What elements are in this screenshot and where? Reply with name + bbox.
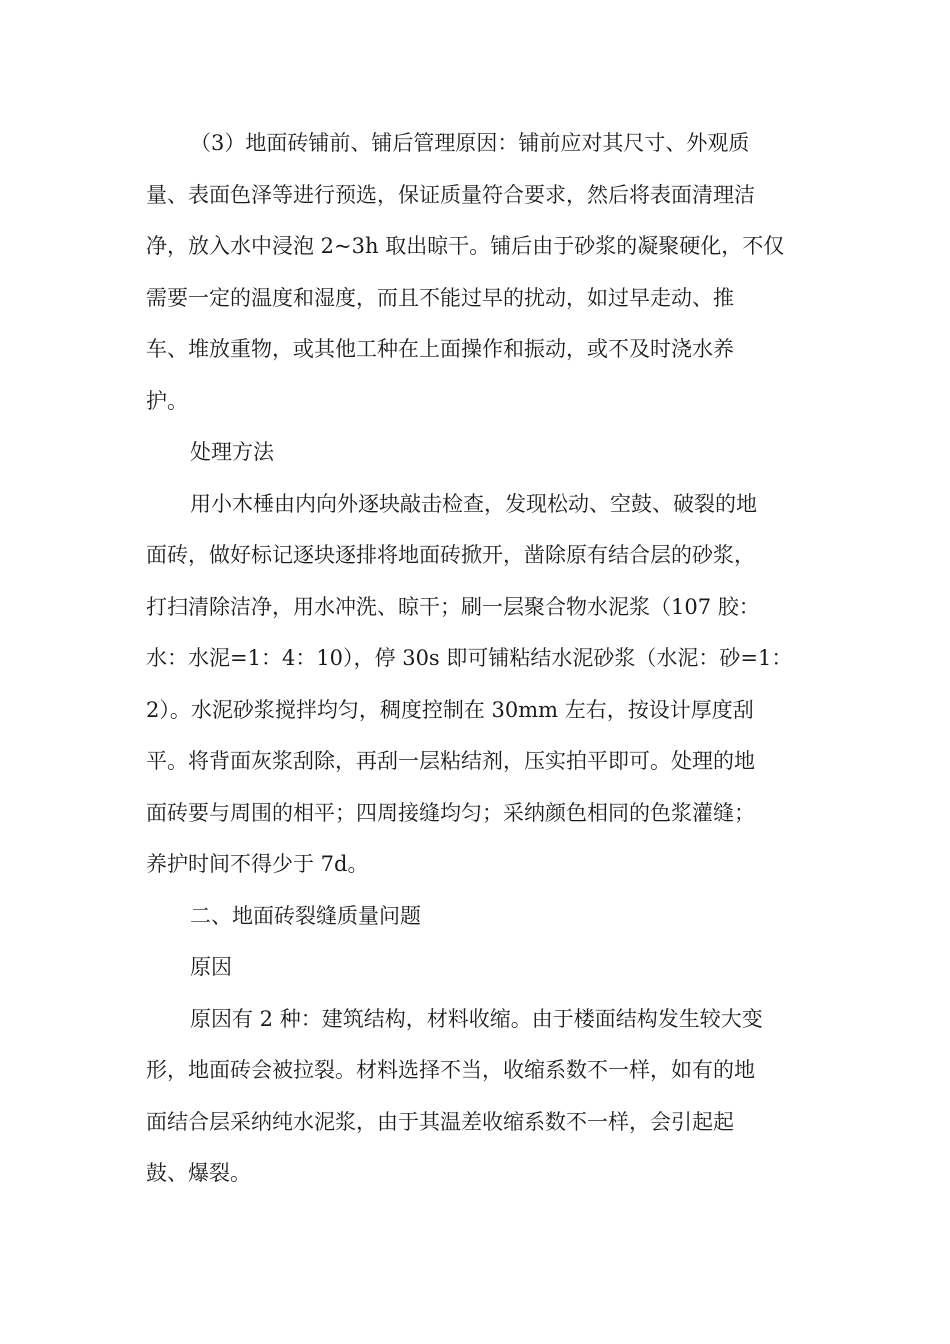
text-line: 平。将背面灰浆刮除，再刮一层粘结剂，压实拍平即可。处理的地 [146,749,755,773]
heading-treatment-method [146,427,806,479]
text-line: （3）地面砖铺前、铺后管理原因：铺前应对其尺寸、外观质 [190,131,750,155]
text-line: 净，放入水中浸泡 2~3h 取出晾干。铺后由于砂浆的凝聚硬化，不仅 [146,234,785,258]
text-line: 护。 [146,388,188,413]
text-line: 养护时间不得少于 7d。 [146,852,369,876]
text-line: 打扫清除洁净，用水冲洗、晾干；刷一层聚合物水泥浆（107 胶： [146,594,760,619]
text-line: 形，地面砖会被拉裂。材料选择不当，收缩系数不一样，如有的地 [146,1058,755,1082]
paragraph-cause-3 [146,118,806,427]
heading-section-two [146,891,806,943]
paragraph-crack-causes [146,994,806,1200]
text-line: 用小木棰由内向外逐块敲击检查，发现松动、空鼓、破裂的地 [190,491,757,516]
text-line: 原因有 2 种：建筑结构，材料收缩。由于楼面结构发生较大变 [190,1006,763,1031]
text-line: 需要一定的温度和湿度，而且不能过早的扰动，如过早走动、推 [146,285,734,310]
text-line: 水：水泥=1：4：10），停 30s 即可铺粘结水泥砂浆（水泥：砂=1： [146,646,793,670]
heading-text: 原因 [190,955,232,979]
text-line: 鼓、爆裂。 [146,1161,251,1185]
text-line: 面结合层采纳纯水泥浆，由于其温差收缩系数不一样，会引起起 [146,1109,734,1134]
text-line: 面砖，做好标记逐块逐排将地面砖掀开，凿除原有结合层的砂浆， [146,543,755,567]
text-line: 车、堆放重物，或其他工种在上面操作和振动，或不及时浇水养 [146,337,734,361]
heading-cause [146,942,806,994]
paragraph-treatment-steps [146,479,806,891]
text-line: 2）。水泥砂浆搅拌均匀，稠度控制在 30mm 左右，按设计厚度刮 [146,697,754,722]
text-line: 面砖要与周围的相平；四周接缝均匀；采纳颜色相同的色浆灌缝； [146,800,755,825]
heading-text: 处理方法 [190,440,274,464]
text-line: 量、表面色泽等进行预选，保证质量符合要求，然后将表面清理洁 [146,182,755,207]
document-body [146,118,806,1200]
heading-text: 二、地面砖裂缝质量问题 [190,903,421,928]
